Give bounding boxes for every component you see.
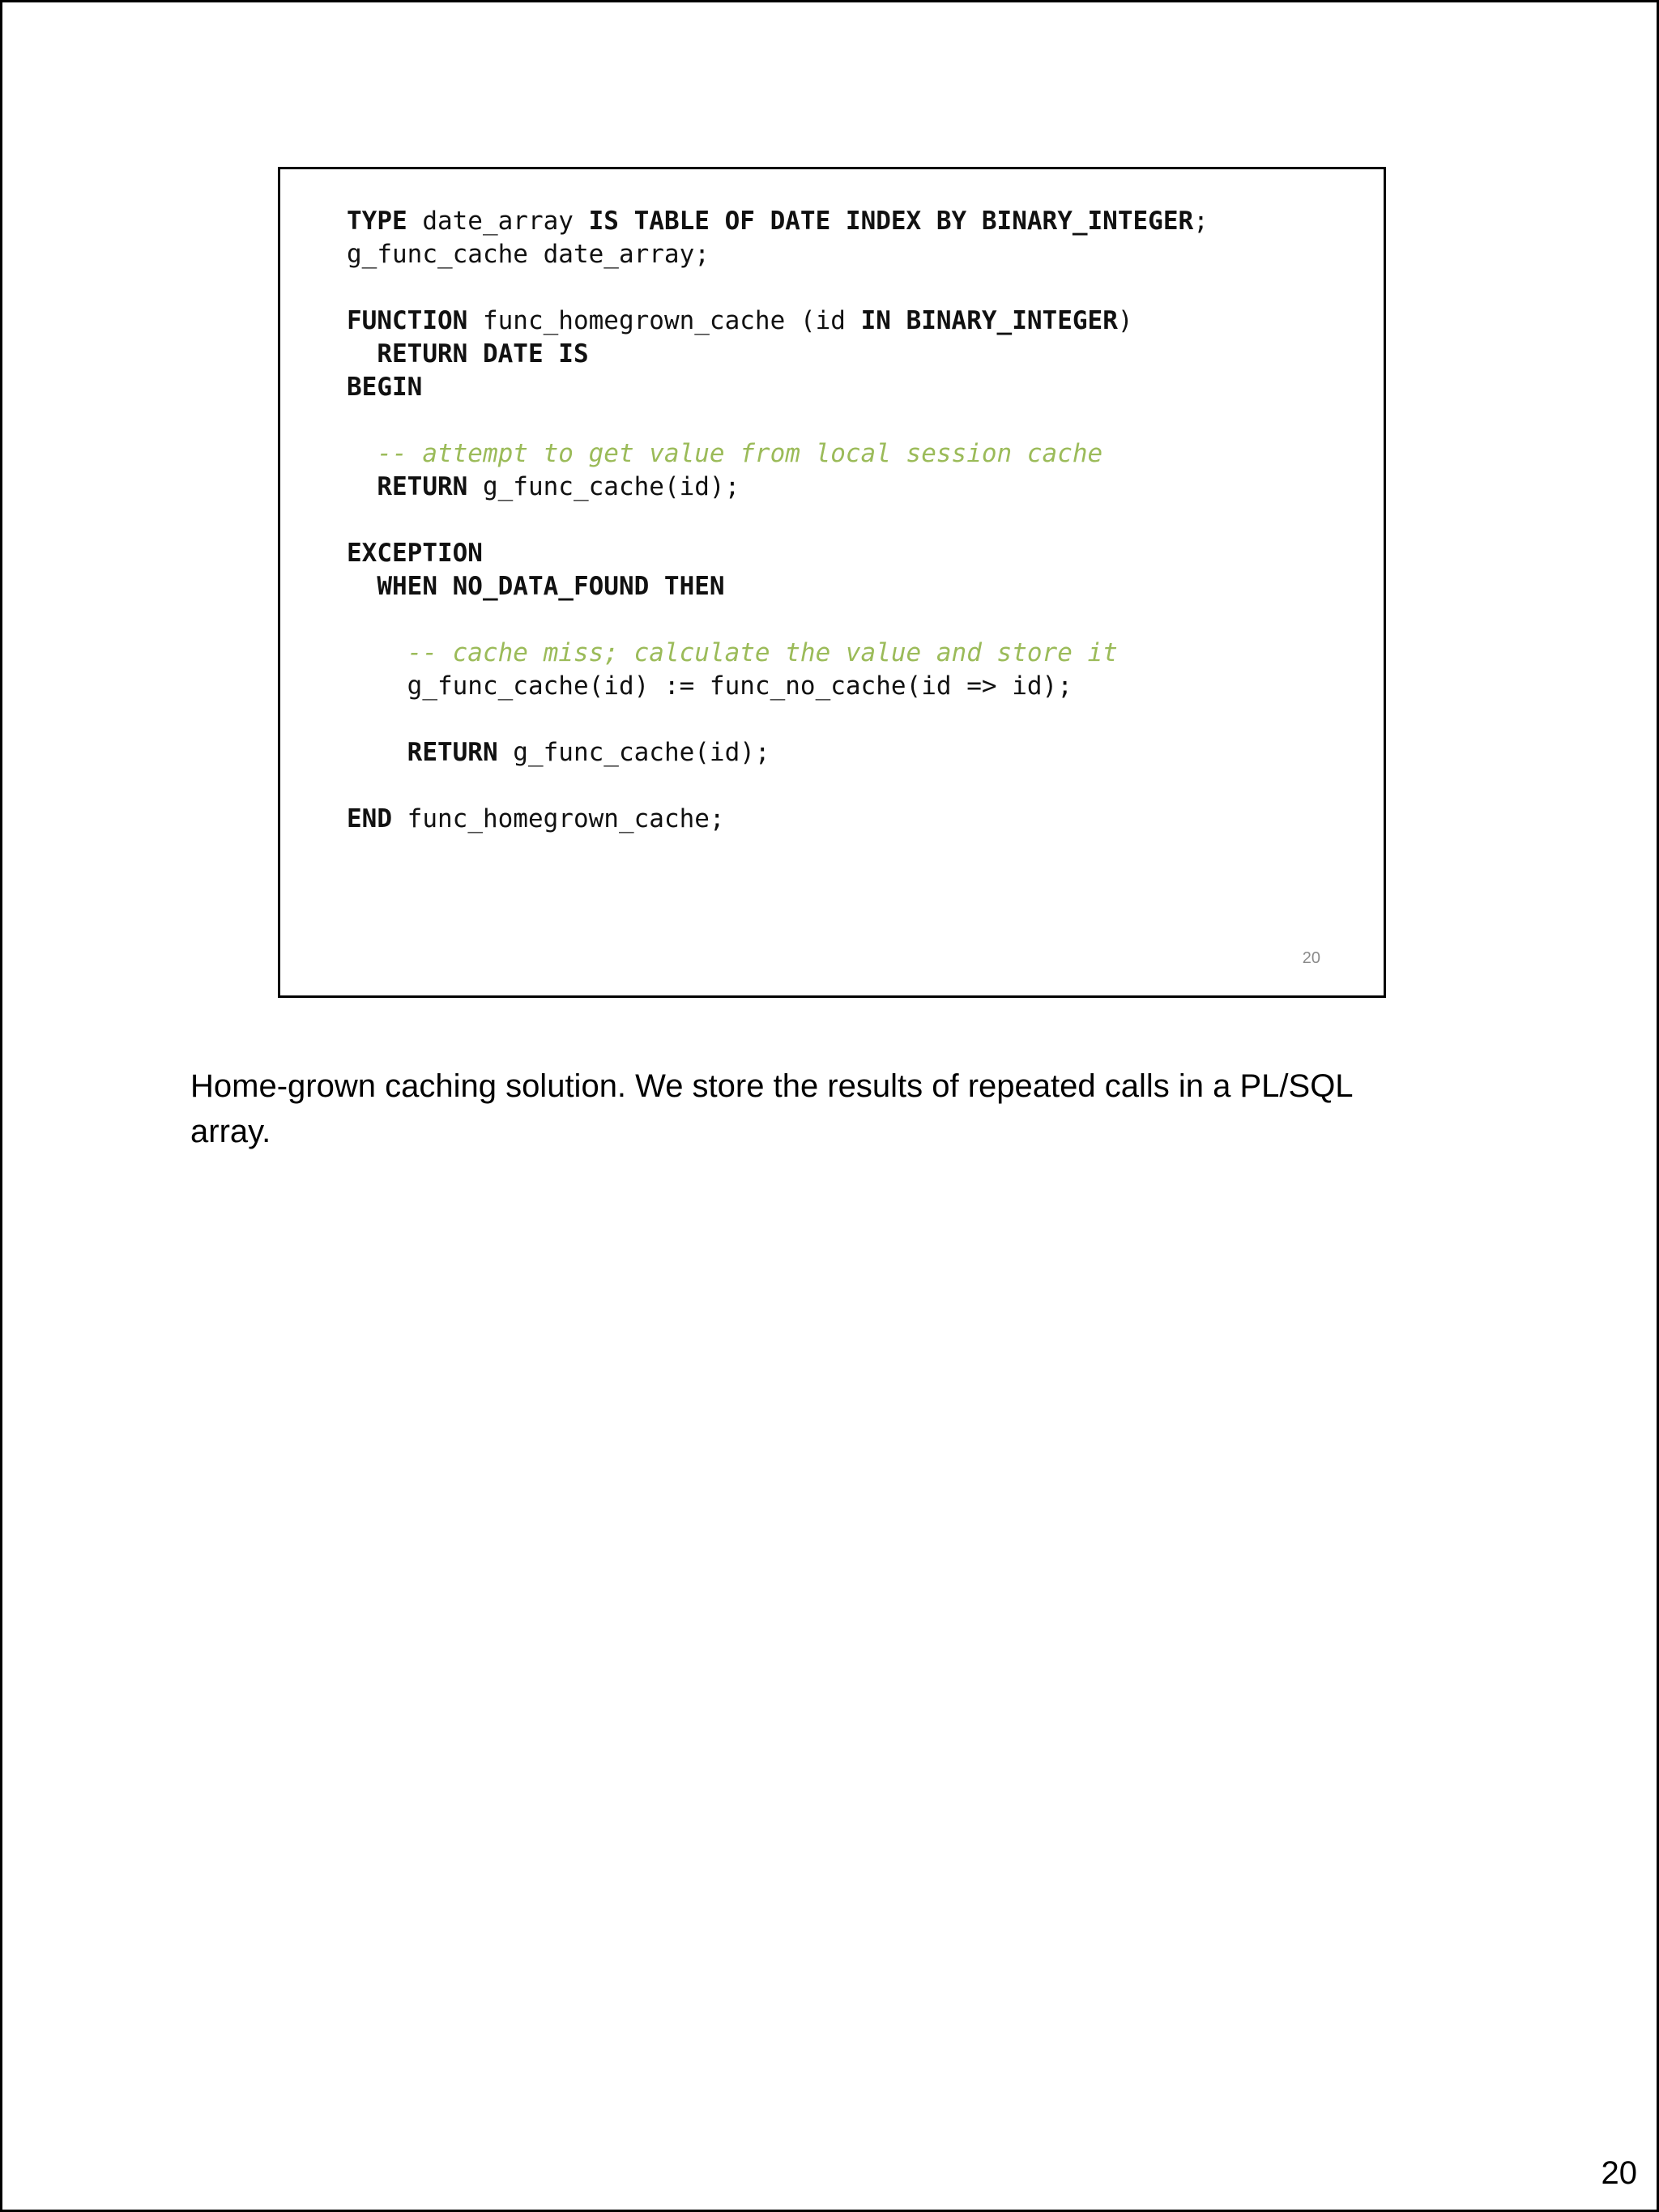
code-keyword: WHEN NO_DATA_FOUND THEN: [347, 572, 725, 601]
code-line: [347, 736, 1209, 769]
code-line: [347, 437, 1209, 471]
code-line: [347, 637, 1209, 670]
code-text: date_array: [407, 207, 589, 236]
code-line: [347, 404, 1209, 437]
code-text: g_func_cache(id);: [497, 738, 770, 767]
code-line: [347, 271, 1209, 305]
code-keyword: RETURN DATE IS: [347, 339, 589, 369]
code-block: [347, 205, 1209, 836]
code-text: func_homegrown_cache (id: [467, 306, 861, 335]
code-line: [347, 703, 1209, 736]
code-keyword: EXCEPTION: [347, 539, 483, 568]
code-line: [347, 570, 1209, 603]
code-text: g_func_cache date_array;: [347, 240, 710, 269]
code-line: [347, 537, 1209, 570]
code-line: [347, 471, 1209, 504]
slide-thumbnail: [278, 167, 1386, 998]
code-keyword: RETURN: [347, 738, 498, 767]
code-line: [347, 205, 1209, 238]
code-keyword: TYPE: [347, 207, 407, 236]
page-number: 20: [1601, 2155, 1637, 2191]
code-text: ): [1117, 306, 1133, 335]
code-keyword: END: [347, 804, 392, 833]
code-text: ;: [1193, 207, 1209, 236]
code-keyword: IS TABLE OF DATE INDEX BY BINARY_INTEGER: [588, 207, 1194, 236]
code-line: [347, 769, 1209, 803]
code-keyword: BEGIN: [347, 373, 423, 402]
code-line: [347, 238, 1209, 271]
code-line: [347, 371, 1209, 404]
code-keyword: FUNCTION: [347, 306, 468, 335]
code-comment: -- cache miss; calculate the value and store it: [347, 638, 1118, 667]
speaker-notes: Home-grown caching solution. We store the results of repeated calls in a PL/SQL array.: [190, 1068, 1353, 1149]
code-line: [347, 504, 1209, 537]
code-keyword: IN BINARY_INTEGER: [860, 306, 1118, 335]
code-keyword: RETURN: [347, 472, 468, 501]
slide-number: 20: [1302, 949, 1320, 967]
code-line: [347, 338, 1209, 371]
code-text: g_func_cache(id);: [467, 472, 740, 501]
code-text: g_func_cache(id) := func_no_cache(id => id);: [347, 671, 1073, 701]
code-line: [347, 305, 1209, 338]
code-line: [347, 803, 1209, 836]
code-line: [347, 670, 1209, 703]
code-line: [347, 603, 1209, 637]
code-comment: -- attempt to get value from local session cache: [347, 439, 1103, 468]
code-text: func_homegrown_cache;: [392, 804, 725, 833]
